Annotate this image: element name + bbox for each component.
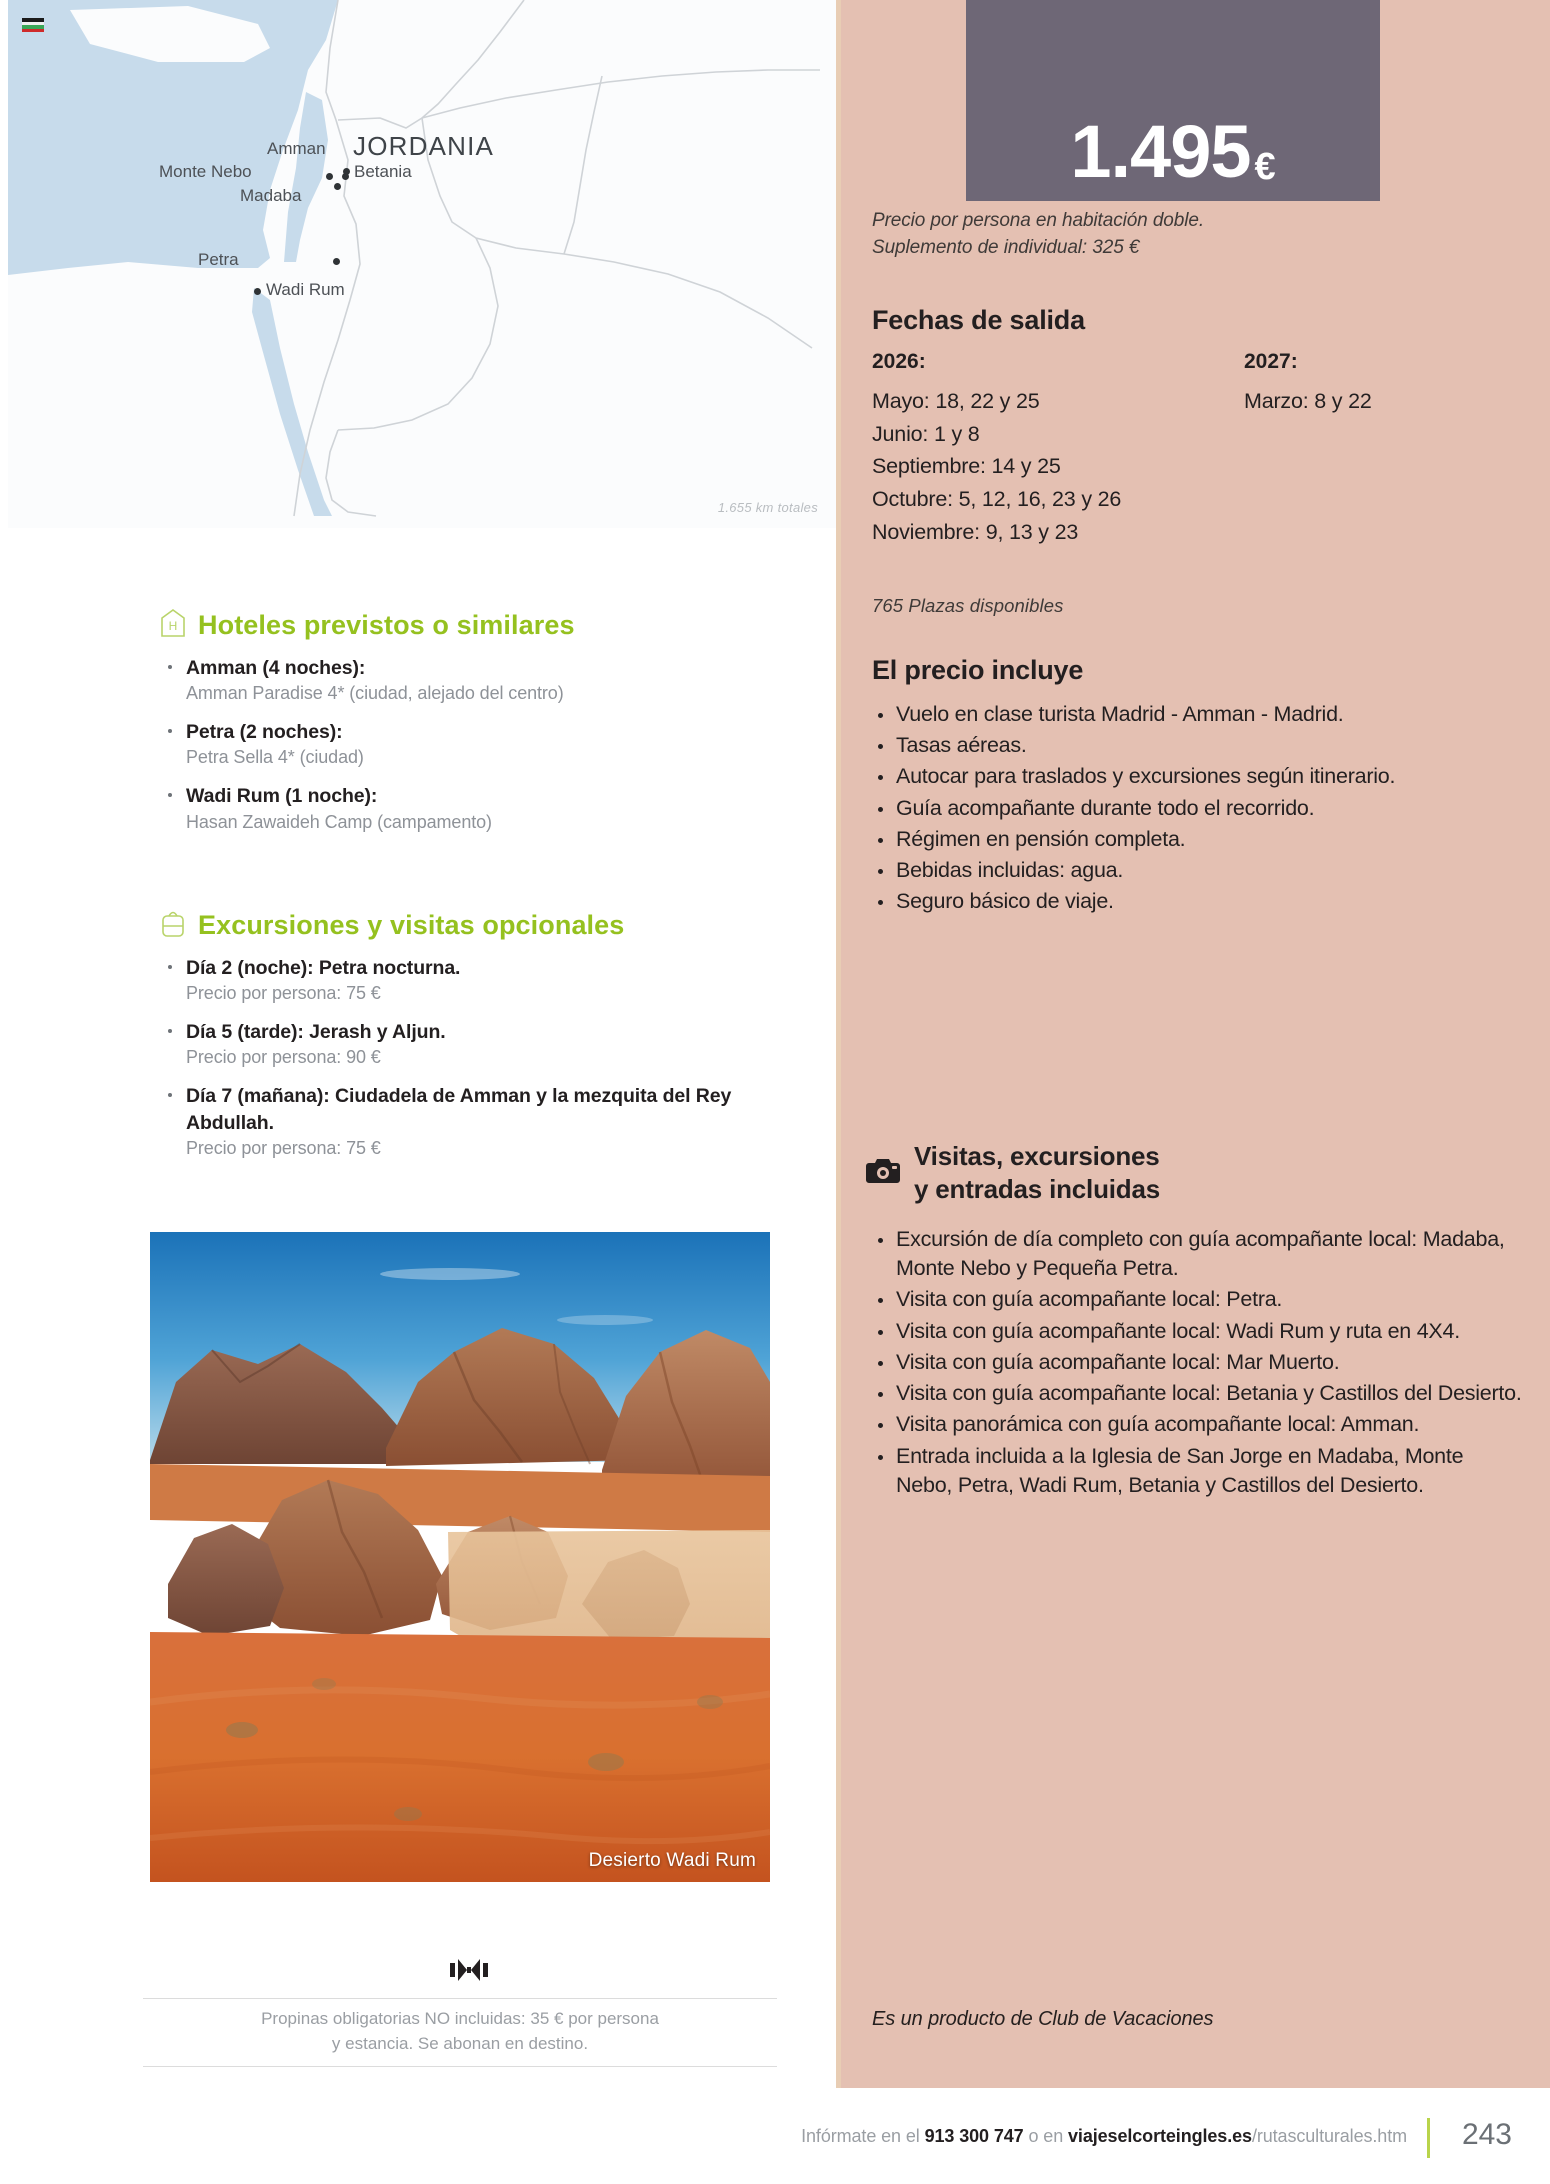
- includes-list: [872, 700, 1512, 919]
- includes-heading: El precio incluye: [872, 655, 1084, 685]
- page-number: 243: [1461, 2118, 1512, 2151]
- include-item: Tasas aéreas.: [872, 731, 1512, 760]
- price-note: [872, 208, 1204, 262]
- excursion-title: Día 7 (mañana): Ciudadela de Amman y la mezquita del Rey Abdullah.: [186, 1085, 732, 1134]
- hotels-heading-text: Hoteles previstos o similares: [198, 610, 575, 640]
- visits-heading: [866, 1140, 1160, 1205]
- map-label-madaba: Madaba: [240, 186, 302, 205]
- price-currency: €: [1254, 146, 1276, 188]
- hotel-item: [160, 655, 790, 705]
- map-dot-wadi-rum: [254, 288, 261, 295]
- include-item: Autocar para traslados y excursiones según itinerario.: [872, 762, 1512, 791]
- map-label-amman: Amman: [267, 139, 326, 158]
- jordan-flag-icon: [22, 18, 44, 33]
- footer-middle: o en: [1023, 2126, 1069, 2146]
- tips-note: [143, 2007, 777, 2056]
- map-label-monte-nebo: Monte Nebo: [159, 162, 252, 181]
- excursion-title: Día 5 (tarde): Jerash y Aljun.: [186, 1021, 446, 1044]
- excursion-price: Precio por persona: 75 €: [186, 983, 381, 1004]
- hotel-item: [160, 783, 790, 833]
- destination-photo: [150, 1232, 770, 1882]
- map-dot-madaba: [334, 183, 341, 190]
- photo-caption: Desierto Wadi Rum: [588, 1850, 756, 1871]
- excursion-item: [160, 955, 790, 1005]
- price-note-line-2: Suplemento de individual: 325 €: [872, 236, 1140, 258]
- price-note-line-1: Precio por persona en habitación doble.: [872, 210, 1204, 231]
- excursions-list: [160, 955, 790, 1174]
- include-item: Régimen en pensión completa.: [872, 825, 1512, 854]
- availability-text: 765 Plazas disponibles: [872, 595, 1064, 616]
- dates-2026-list: [872, 385, 1121, 548]
- include-item: Seguro básico de viaje.: [872, 887, 1512, 916]
- include-item: Bebidas incluidas: agua.: [872, 856, 1512, 885]
- visit-item: Entrada incluida a la Iglesia de San Jorge en Madaba, Monte Nebo, Petra, Wadi Rum, Betania y Castillos del Desierto.: [872, 1442, 1522, 1500]
- visit-item: Visita panorámica con guía acompañante local: Amman.: [872, 1410, 1522, 1439]
- hotel-title: Amman (4 noches):: [186, 657, 366, 679]
- hotel-title: Wadi Rum (1 noche):: [186, 785, 378, 808]
- map-label-wadi-rum: Wadi Rum: [266, 280, 345, 299]
- footer-contact: [801, 2126, 1407, 2147]
- visits-heading-line-2: y entradas incluidas: [914, 1173, 1160, 1204]
- excursion-title: Día 2 (noche): Petra nocturna.: [186, 957, 461, 979]
- include-item: Guía acompañante durante todo el recorrido.: [872, 794, 1512, 823]
- dates-2027-list: [1244, 385, 1372, 418]
- map-label-country: JORDANIA: [353, 131, 495, 161]
- date-row: Noviembre: 9, 13 y 23: [872, 519, 1079, 544]
- tips-icon: [447, 1954, 491, 1986]
- route-map: [8, 0, 836, 528]
- hotels-heading: [160, 608, 575, 643]
- departures-heading: Fechas de salida: [872, 305, 1085, 335]
- date-row: Septiembre: 14 y 25: [872, 454, 1061, 479]
- visit-item: Visita con guía acompañante local: Mar Muerto.: [872, 1348, 1522, 1377]
- footer-site[interactable]: viajeselcorteingles.es: [1068, 2126, 1252, 2146]
- footer-phone: 913 300 747: [924, 2126, 1024, 2146]
- excursions-heading: [160, 908, 624, 943]
- camera-icon: [866, 1156, 900, 1189]
- svg-text:H: H: [168, 619, 178, 633]
- hotel-detail: Petra Sella 4* (ciudad): [186, 747, 364, 768]
- right-panel: [836, 0, 1550, 2088]
- map-dot-monte-nebo: [326, 173, 333, 180]
- map-dot-betania: [342, 173, 349, 180]
- excursions-heading-text: Excursiones y visitas opcionales: [198, 910, 625, 940]
- visit-item: Visita con guía acompañante local: Petra.: [872, 1285, 1522, 1314]
- excursion-item: [160, 1019, 790, 1069]
- map-dot-petra: [333, 258, 340, 265]
- year-2027-label: 2027:: [1244, 350, 1298, 373]
- map-graphic: [8, 0, 836, 528]
- footer-separator: [1427, 2118, 1430, 2158]
- panel-edge: [836, 0, 841, 2088]
- excursion-price: Precio por persona: 75 €: [186, 1137, 381, 1158]
- visits-heading-line-1: Visitas, excursiones: [914, 1141, 1160, 1171]
- hotel-item: [160, 719, 790, 769]
- date-row: Octubre: 5, 12, 16, 23 y 26: [872, 487, 1122, 512]
- hotel-icon: [160, 608, 186, 643]
- excursion-price: Precio por persona: 90 €: [186, 1047, 381, 1068]
- visit-item: Visita con guía acompañante local: Wadi Rum y ruta en 4X4.: [872, 1317, 1522, 1346]
- visit-item: Visita con guía acompañante local: Betania y Castillos del Desierto.: [872, 1379, 1522, 1408]
- visits-list: [872, 1225, 1522, 1502]
- visits-heading-text: [914, 1140, 1160, 1205]
- hotels-list: [160, 655, 790, 848]
- hotel-detail: Hasan Zawaideh Camp (campamento): [186, 811, 492, 832]
- footer-prefix: Infórmate en el: [801, 2126, 925, 2146]
- year-2026-label: 2026:: [872, 350, 926, 373]
- backpack-icon: [160, 908, 186, 943]
- price-amount: 1.495: [1070, 110, 1251, 193]
- date-row: Marzo: 8 y 22: [1244, 389, 1372, 413]
- tips-line-1: Propinas obligatorias NO incluidas: 35 € por persona: [261, 2009, 659, 2028]
- date-row: Junio: 1 y 8: [872, 421, 980, 446]
- tips-line-2: y estancia. Se abonan en destino.: [331, 2033, 589, 2053]
- excursion-item: [160, 1083, 790, 1159]
- price-box: [966, 0, 1380, 201]
- divider-top: [143, 1998, 777, 1999]
- include-item: Vuelo en clase turista Madrid - Amman - Madrid.: [872, 700, 1512, 729]
- map-label-betania: Betania: [354, 162, 412, 181]
- divider-bottom: [143, 2066, 777, 2067]
- visit-item: Excursión de día completo con guía acompañante local: Madaba, Monte Nebo y Pequeña Petra.: [872, 1225, 1522, 1283]
- date-row: Mayo: 18, 22 y 25: [872, 389, 1040, 413]
- hotel-detail: Amman Paradise 4* (ciudad, alejado del centro): [186, 683, 564, 704]
- product-note: Es un producto de Club de Vacaciones: [872, 2008, 1214, 2030]
- hotel-title: Petra (2 noches):: [186, 721, 343, 744]
- footer-path[interactable]: /rutasculturales.htm: [1251, 2126, 1407, 2146]
- map-label-petra: Petra: [198, 250, 239, 269]
- map-distance-label: 1.655 km totales: [717, 500, 818, 515]
- page-footer: [0, 2088, 1550, 2184]
